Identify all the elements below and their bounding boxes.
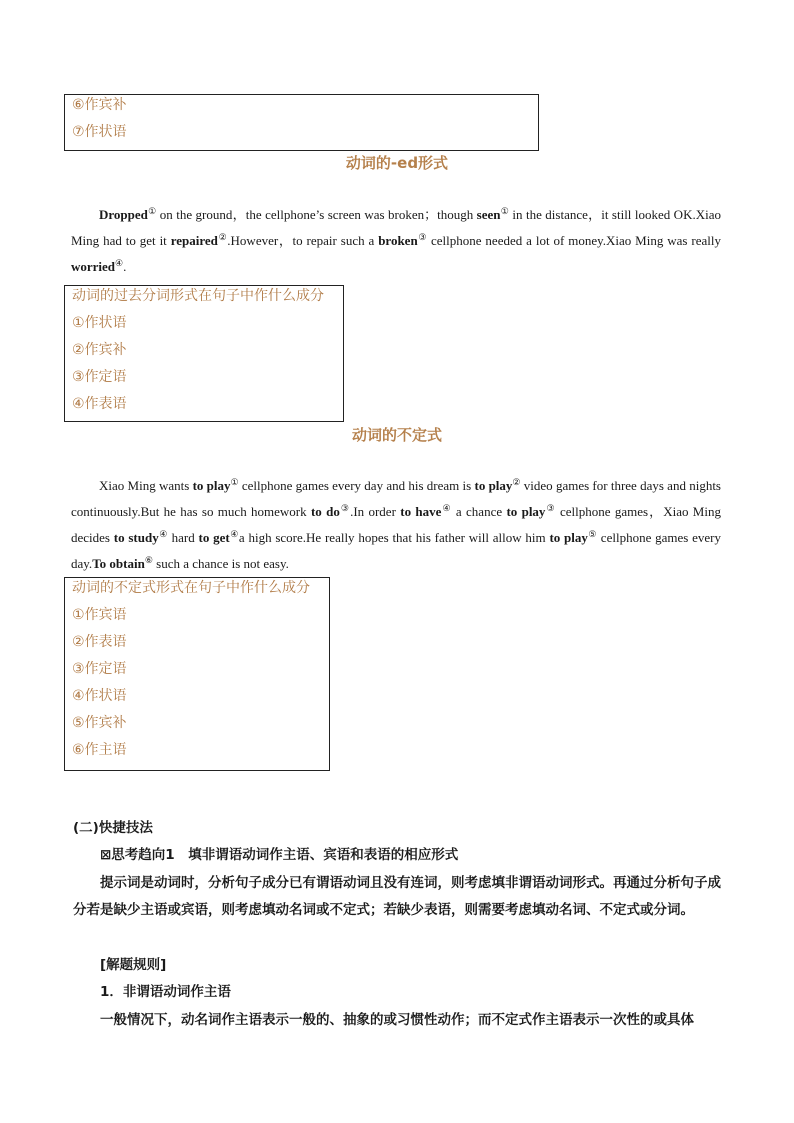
text-segment: hard bbox=[167, 530, 199, 545]
marker-number: ④ bbox=[158, 529, 168, 539]
marker-number: ② bbox=[512, 477, 521, 487]
text-segment: .In order bbox=[350, 504, 401, 519]
marker-number: ③ bbox=[417, 232, 428, 242]
marker-number: ① bbox=[230, 477, 239, 487]
box-row: ③作定语 bbox=[72, 661, 127, 677]
skills-heading: (二)快捷技法 bbox=[73, 820, 153, 836]
keyword-verb: repaired bbox=[170, 233, 218, 248]
grammar-box-ed bbox=[64, 285, 344, 422]
box-row: ⑥作宾补 bbox=[72, 97, 127, 113]
grammar-box-infinitive bbox=[64, 577, 330, 771]
text-segment: on the ground，the cellphone’s screen was broken；though bbox=[156, 207, 477, 222]
keyword-verb: to do bbox=[310, 504, 340, 519]
marker-number: ④ bbox=[441, 503, 452, 513]
box-row: ⑦作状语 bbox=[72, 124, 127, 140]
grammar-box-continued bbox=[64, 94, 539, 151]
marker-number: ① bbox=[500, 206, 509, 216]
keyword-verb: to get bbox=[198, 530, 230, 545]
text-segment: video games for three days and nights continuously.But he has so much homework bbox=[71, 478, 721, 519]
keyword-verb: seen bbox=[476, 207, 501, 222]
keyword-verb: To obtain bbox=[92, 556, 145, 571]
keyword-verb: to play bbox=[549, 530, 588, 545]
skills-paragraph: 提示词是动词时，分析句子成分已有谓语动词且没有连词，则考虑填非谓语动词形式。再通过分析句子成分若是缺少主语或宾语，则考虑填动名词或不定式；若缺少表语，则需要考虑填动名词、不定式或分词。 bbox=[73, 875, 721, 918]
text-segment: Xiao Ming wants bbox=[99, 478, 193, 493]
marker-number: ⑥ bbox=[144, 555, 153, 565]
keyword-verb: to have bbox=[400, 504, 442, 519]
box-question: 动词的过去分词形式在句子中作什么成分 bbox=[72, 288, 324, 304]
box-row: ⑥作主语 bbox=[72, 742, 127, 758]
keyword-verb: to study bbox=[113, 530, 159, 545]
text-segment: .However，to repair such a bbox=[227, 233, 379, 248]
section-title-ed: 动词的-ed形式 bbox=[345, 154, 449, 172]
keyword-verb: broken bbox=[378, 233, 418, 248]
box-question: 动词的不定式形式在句子中作什么成分 bbox=[72, 580, 310, 596]
box-row: ①作状语 bbox=[72, 315, 127, 331]
text-segment: cellphone needed a lot of money.Xiao Ming was really bbox=[427, 233, 721, 248]
keyword-verb: to play bbox=[506, 504, 546, 519]
box-row: ②作宾补 bbox=[72, 342, 127, 358]
text-segment: cellphone games，Xiao Ming decides bbox=[71, 504, 721, 545]
section-title-infinitive: 动词的不定式 bbox=[351, 426, 442, 444]
example-paragraph-infinitive bbox=[71, 473, 721, 577]
marker-number: ② bbox=[217, 232, 228, 242]
example-paragraph-ed bbox=[71, 202, 721, 280]
text-segment: a high score.He really hopes that his father will allow him bbox=[238, 530, 550, 545]
marker-number: ④ bbox=[229, 529, 239, 539]
rule-1-text: 一般情况下，动名词作主语表示一般的、抽象的或习惯性动作；而不定式作主语表示一次性的或具体 bbox=[100, 1012, 694, 1028]
box-row: ⑤作宾补 bbox=[72, 715, 127, 731]
rule-1-title: 1．非谓语动词作主语 bbox=[100, 984, 231, 1000]
marker-number: ④ bbox=[115, 258, 124, 268]
text-segment: cellphone games every day and his dream is bbox=[238, 478, 475, 493]
box-row: ①作宾语 bbox=[72, 607, 127, 623]
text-segment: cellphone games every day. bbox=[71, 530, 721, 571]
box-row: ②作表语 bbox=[72, 634, 127, 650]
marker-number: ⑤ bbox=[587, 529, 598, 539]
skills-subheading: ⊠思考趋向1 填非谓语动词作主语、宾语和表语的相应形式 bbox=[100, 847, 459, 863]
rules-label: [解题规则] bbox=[100, 957, 167, 973]
text-segment: such a chance is not easy. bbox=[152, 556, 289, 571]
text-segment: a chance bbox=[451, 504, 507, 519]
keyword-verb: to play bbox=[192, 478, 231, 493]
keyword-verb: to play bbox=[474, 478, 513, 493]
box-row: ③作定语 bbox=[72, 369, 127, 385]
box-row: ④作状语 bbox=[72, 688, 127, 704]
text-segment: in the distance，it still looked OK.Xiao Ming had to get it bbox=[71, 207, 721, 248]
marker-number: ③ bbox=[339, 503, 351, 513]
keyword-verb: worried bbox=[71, 259, 116, 274]
keyword-verb: Dropped bbox=[99, 207, 148, 222]
box-row: ④作表语 bbox=[72, 396, 127, 412]
marker-number: ③ bbox=[545, 503, 556, 513]
marker-number: ① bbox=[147, 206, 157, 216]
text-segment: . bbox=[123, 259, 127, 274]
